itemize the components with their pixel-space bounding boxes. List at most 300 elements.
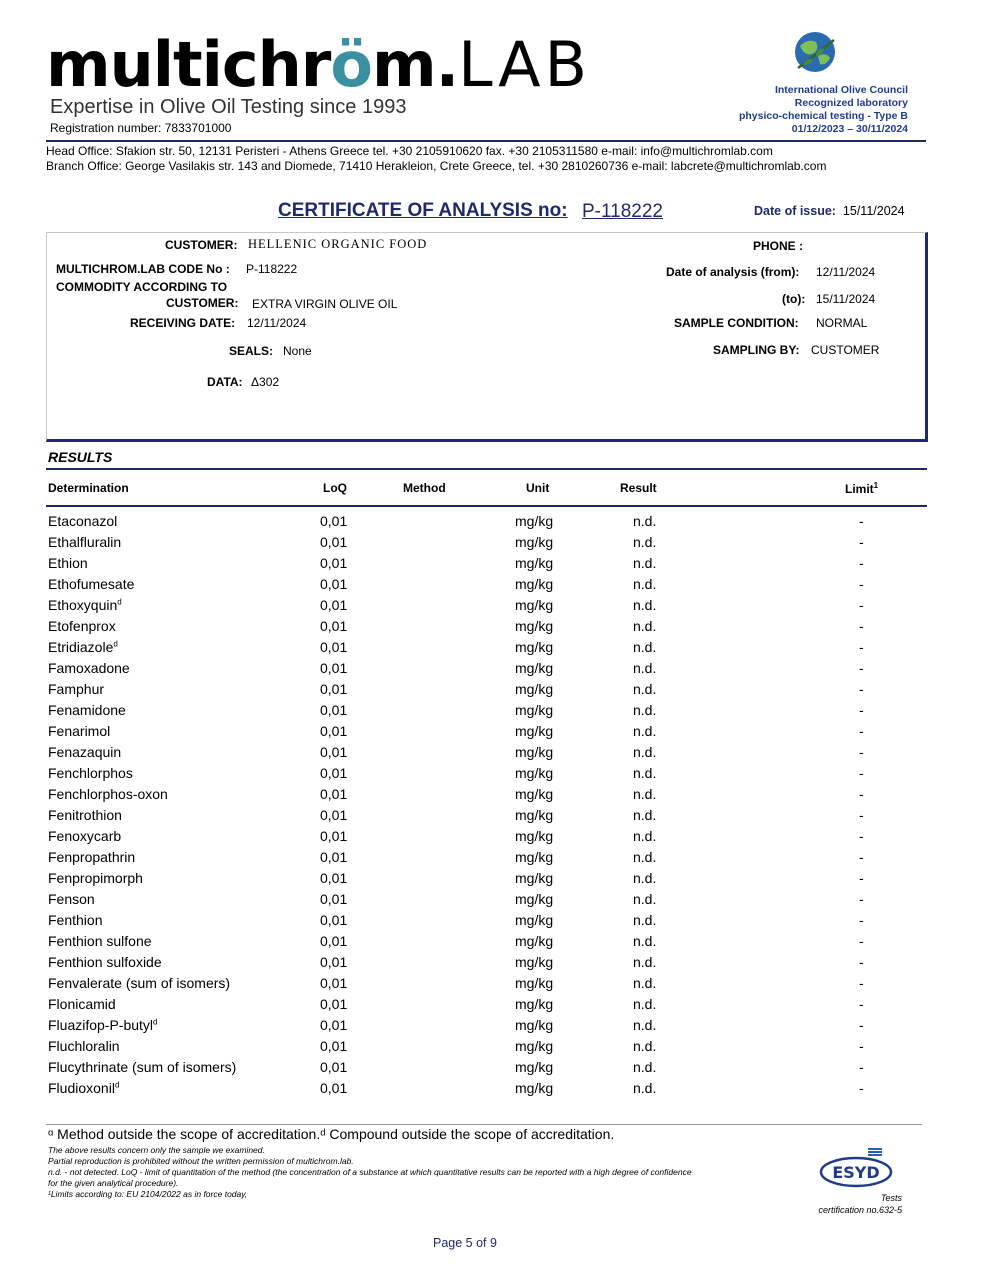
unit-cell xyxy=(515,1038,553,1054)
loq-cell xyxy=(320,849,347,865)
table-row xyxy=(0,975,989,996)
result-cell-text: n.d. xyxy=(633,996,657,1012)
loq-cell xyxy=(320,702,347,718)
table-row xyxy=(0,702,989,723)
loq-cell-text: 0,01 xyxy=(320,1059,348,1075)
issue-value: 15/11/2024 xyxy=(842,204,905,218)
limit-cell xyxy=(859,891,864,907)
unit-cell xyxy=(515,555,553,571)
determination-cell xyxy=(48,576,134,592)
loq-cell-text: 0,01 xyxy=(320,744,348,760)
commodity-label: COMMODITY ACCORDING TO xyxy=(56,280,228,294)
col-determination: Determination xyxy=(48,481,129,495)
table-row xyxy=(0,828,989,849)
code-value: P-118222 xyxy=(246,262,298,276)
certificate-title: CERTIFICATE OF ANALYSIS no: xyxy=(278,200,568,221)
loq-cell xyxy=(320,1017,347,1033)
result-cell xyxy=(633,534,656,550)
determination-cell xyxy=(48,597,122,613)
limit-cell xyxy=(859,723,864,739)
loq-cell xyxy=(320,639,347,655)
table-row xyxy=(0,807,989,828)
limit-cell xyxy=(859,1017,864,1033)
limit-cell xyxy=(859,975,864,991)
result-cell-text: n.d. xyxy=(633,1059,657,1075)
result-cell xyxy=(633,576,656,592)
unit-cell-text: mg/kg xyxy=(515,975,554,991)
loq-cell xyxy=(320,870,347,886)
analysis-to-value: 15/11/2024 xyxy=(816,292,876,306)
limit-cell xyxy=(859,828,864,844)
result-cell-text: n.d. xyxy=(633,975,657,991)
scope-marker: d xyxy=(117,597,122,607)
determination-cell xyxy=(48,513,117,529)
analysis-from-value: 12/11/2024 xyxy=(816,265,876,279)
loq-cell-text: 0,01 xyxy=(320,765,348,781)
result-cell-text: n.d. xyxy=(633,744,657,760)
loq-cell-text: 0,01 xyxy=(320,1080,348,1096)
determination-cell xyxy=(48,555,88,571)
unit-cell xyxy=(515,1017,553,1033)
footer-note: for the given analytical procedure). xyxy=(48,1178,179,1188)
esyd-accreditation-logo xyxy=(818,1148,894,1188)
unit-cell xyxy=(515,912,553,928)
unit-cell xyxy=(515,681,553,697)
loq-cell-text: 0,01 xyxy=(320,660,348,676)
loq-cell-text: 0,01 xyxy=(320,639,348,655)
data-value: Δ302 xyxy=(251,375,280,389)
loq-cell xyxy=(320,723,347,739)
data-label: DATA: xyxy=(207,375,243,389)
limit-cell-text: - xyxy=(859,534,864,550)
determination-cell-text: Fenthion sulfone xyxy=(48,933,152,949)
limit-cell-text: - xyxy=(859,513,864,529)
table-row xyxy=(0,639,989,660)
footer-note: Partial reproduction is prohibited without the written permission of multichrom.lab. xyxy=(48,1156,354,1166)
determination-cell xyxy=(48,1059,236,1075)
unit-cell xyxy=(515,576,553,592)
loq-cell xyxy=(320,555,347,571)
loq-cell-text: 0,01 xyxy=(320,954,348,970)
scope-marker: d xyxy=(113,639,118,649)
table-row xyxy=(0,744,989,765)
unit-cell xyxy=(515,702,553,718)
table-row xyxy=(0,765,989,786)
unit-cell xyxy=(515,618,553,634)
customer-value: HELLENIC ORGANIC FOOD xyxy=(248,237,428,251)
result-cell-text: n.d. xyxy=(633,870,657,886)
ioc-line: 01/12/2023 – 30/11/2024 xyxy=(791,123,908,135)
determination-cell-text: Fluchloralin xyxy=(48,1038,120,1054)
determination-cell-text: Flucythrinate (sum of isomers) xyxy=(48,1059,237,1075)
limit-cell-text: - xyxy=(859,996,864,1012)
customer-label: CUSTOMER: xyxy=(165,238,238,252)
result-cell xyxy=(633,870,656,886)
result-cell xyxy=(633,912,656,928)
table-row xyxy=(0,1017,989,1038)
commodity-customer-label: CUSTOMER: xyxy=(166,296,239,310)
unit-cell xyxy=(515,744,553,760)
sample-condition-value: NORMAL xyxy=(816,316,868,330)
determination-cell xyxy=(48,702,126,718)
unit-cell-text: mg/kg xyxy=(515,807,554,823)
head-office: Head Office: Sfakion str. 50, 12131 Peristeri - Athens Greece tel. +30 2105910620 fax. +30 2105311580 e-mail: info@multichromlab.com xyxy=(46,144,773,158)
determination-cell xyxy=(48,1080,119,1096)
result-cell xyxy=(633,849,656,865)
unit-cell xyxy=(515,597,553,613)
unit-cell xyxy=(515,870,553,886)
col-unit: Unit xyxy=(526,481,550,495)
loq-cell xyxy=(320,534,347,550)
code-label: MULTICHROM.LAB CODE No : xyxy=(56,262,230,276)
table-row xyxy=(0,534,989,555)
determination-cell xyxy=(48,975,230,991)
loq-cell-text: 0,01 xyxy=(320,912,348,928)
determination-cell-text: Famphur xyxy=(48,681,105,697)
unit-cell-text: mg/kg xyxy=(515,618,554,634)
determination-cell-text: Fenson xyxy=(48,891,95,907)
logo-text-end: m. xyxy=(371,28,459,101)
unit-cell-text: mg/kg xyxy=(515,513,554,529)
determination-cell-text: Fluazifop-P-butyl xyxy=(48,1017,154,1033)
certificate-number: P-118222 xyxy=(582,201,663,222)
table-row xyxy=(0,891,989,912)
limit-cell xyxy=(859,933,864,949)
determination-cell-text: Fenoxycarb xyxy=(48,828,122,844)
determination-cell xyxy=(48,849,135,865)
loq-cell-text: 0,01 xyxy=(320,1017,348,1033)
limit-cell xyxy=(859,1059,864,1075)
unit-cell xyxy=(515,660,553,676)
analysis-from-label: Date of analysis (from): xyxy=(666,265,800,279)
unit-cell xyxy=(515,534,553,550)
loq-cell-text: 0,01 xyxy=(320,891,348,907)
determination-cell-text: Etridiazole xyxy=(48,639,114,655)
limit-cell-text: - xyxy=(859,1059,864,1075)
loq-cell-text: 0,01 xyxy=(320,1038,348,1054)
loq-cell xyxy=(320,975,347,991)
result-cell-text: n.d. xyxy=(633,618,657,634)
ioc-recognition xyxy=(700,84,908,136)
result-cell-text: n.d. xyxy=(633,828,657,844)
table-row xyxy=(0,660,989,681)
ioc-line: Recognized laboratory xyxy=(794,97,908,109)
loq-cell-text: 0,01 xyxy=(320,555,348,571)
footer-note: The above results concern only the sample we examined. xyxy=(48,1145,265,1155)
ioc-globe-icon xyxy=(790,28,840,80)
loq-cell-text: 0,01 xyxy=(320,933,348,949)
determination-cell xyxy=(48,534,121,550)
determination-cell xyxy=(48,723,110,739)
col-method: Method xyxy=(403,481,446,495)
limit-cell xyxy=(859,912,864,928)
determination-cell-text: Famoxadone xyxy=(48,660,130,676)
col-limit-sup: 1 xyxy=(873,481,879,490)
unit-cell xyxy=(515,513,553,529)
limit-cell-text: - xyxy=(859,1080,864,1096)
logo-text: multichr xyxy=(46,28,331,101)
table-row xyxy=(0,681,989,702)
loq-cell xyxy=(320,807,347,823)
determination-cell-text: Fenazaquin xyxy=(48,744,122,760)
col-loq: LoQ xyxy=(323,481,347,495)
limit-cell-text: - xyxy=(859,765,864,781)
determination-cell-text: Ethofumesate xyxy=(48,576,135,592)
footer-note: ¹Limits according to: EU 2104/2022 as in force today, xyxy=(48,1189,248,1199)
determination-cell xyxy=(48,1017,158,1033)
determination-cell-text: Fenamidone xyxy=(48,702,126,718)
tests-certification xyxy=(780,1192,902,1216)
result-cell-text: n.d. xyxy=(633,1080,657,1096)
loq-cell xyxy=(320,954,347,970)
limit-cell-text: - xyxy=(859,786,864,802)
result-cell-text: n.d. xyxy=(633,681,657,697)
unit-cell-text: mg/kg xyxy=(515,849,554,865)
loq-cell-text: 0,01 xyxy=(320,723,348,739)
unit-cell-text: mg/kg xyxy=(515,765,554,781)
determination-cell xyxy=(48,996,116,1012)
limit-cell xyxy=(859,576,864,592)
determination-cell-text: Ethoxyquin xyxy=(48,597,118,613)
loq-cell xyxy=(320,891,347,907)
unit-cell-text: mg/kg xyxy=(515,555,554,571)
limit-cell-text: - xyxy=(859,744,864,760)
loq-cell-text: 0,01 xyxy=(320,807,348,823)
unit-cell xyxy=(515,996,553,1012)
unit-cell-text: mg/kg xyxy=(515,1059,554,1075)
unit-cell-text: mg/kg xyxy=(515,744,554,760)
loq-cell xyxy=(320,1080,347,1096)
loq-cell-text: 0,01 xyxy=(320,828,348,844)
phone-label: PHONE : xyxy=(753,239,804,253)
table-row xyxy=(0,555,989,576)
result-cell xyxy=(633,513,656,529)
determination-cell-text: Fenpropimorph xyxy=(48,870,143,886)
certification-number: certification no.632-5 xyxy=(818,1205,902,1215)
unit-cell-text: mg/kg xyxy=(515,870,554,886)
determination-cell-text: Ethion xyxy=(48,555,88,571)
limit-cell-text: - xyxy=(859,681,864,697)
table-row xyxy=(0,954,989,975)
result-cell xyxy=(633,618,656,634)
result-cell xyxy=(633,1059,656,1075)
determination-cell-text: Fenthion xyxy=(48,912,103,928)
loq-cell-text: 0,01 xyxy=(320,786,348,802)
col-limit xyxy=(845,481,878,496)
result-cell xyxy=(633,933,656,949)
determination-cell xyxy=(48,954,162,970)
limit-cell-text: - xyxy=(859,702,864,718)
tests-label: Tests xyxy=(880,1193,902,1203)
limit-cell-text: - xyxy=(859,870,864,886)
limit-cell xyxy=(859,681,864,697)
determination-cell-text: Fenitrothion xyxy=(48,807,122,823)
determination-cell xyxy=(48,933,152,949)
result-cell-text: n.d. xyxy=(633,702,657,718)
unit-cell-text: mg/kg xyxy=(515,786,554,802)
unit-cell-text: mg/kg xyxy=(515,1080,554,1096)
table-row xyxy=(0,723,989,744)
logo-lab: LAB xyxy=(458,28,592,101)
result-cell xyxy=(633,1017,656,1033)
limit-cell-text: - xyxy=(859,912,864,928)
limit-cell-text: - xyxy=(859,660,864,676)
determination-cell-text: Flonicamid xyxy=(48,996,116,1012)
result-cell-text: n.d. xyxy=(633,954,657,970)
unit-cell xyxy=(515,891,553,907)
loq-cell-text: 0,01 xyxy=(320,975,348,991)
determination-cell xyxy=(48,618,116,634)
limit-cell xyxy=(859,849,864,865)
limit-cell-text: - xyxy=(859,1038,864,1054)
loq-cell xyxy=(320,576,347,592)
unit-cell xyxy=(515,828,553,844)
unit-cell-text: mg/kg xyxy=(515,828,554,844)
determination-cell-text: Fenthion sulfoxide xyxy=(48,954,162,970)
logo-flask-o: ö xyxy=(330,28,372,101)
result-cell-text: n.d. xyxy=(633,849,657,865)
lab-logo xyxy=(46,30,591,100)
scope-marker: d xyxy=(114,1080,120,1090)
table-row xyxy=(0,618,989,639)
unit-cell-text: mg/kg xyxy=(515,681,554,697)
result-cell-text: n.d. xyxy=(633,555,657,571)
esyd-logo-text: ESYD xyxy=(832,1163,880,1182)
limit-cell-text: - xyxy=(859,1017,864,1033)
result-cell xyxy=(633,765,656,781)
result-cell-text: n.d. xyxy=(633,891,657,907)
result-cell xyxy=(633,1038,656,1054)
limit-cell xyxy=(859,765,864,781)
result-cell-text: n.d. xyxy=(633,1038,657,1054)
accreditation-note: ᵅ Method outside the scope of accreditation.ᵈ Compound outside the scope of accreditation. xyxy=(48,1126,615,1142)
determination-cell-text: Fenchlorphos-oxon xyxy=(48,786,168,802)
table-row xyxy=(0,513,989,534)
result-cell-text: n.d. xyxy=(633,765,657,781)
determination-cell xyxy=(48,765,133,781)
unit-cell-text: mg/kg xyxy=(515,597,554,613)
results-header-rule xyxy=(46,505,927,507)
determination-cell-text: Fludioxonil xyxy=(48,1080,115,1096)
result-cell-text: n.d. xyxy=(633,660,657,676)
results-heading: RESULTS xyxy=(48,449,113,465)
loq-cell xyxy=(320,1038,347,1054)
ioc-line: International Olive Council xyxy=(774,84,908,96)
issue-label: Date of issue: xyxy=(754,204,836,218)
unit-cell-text: mg/kg xyxy=(515,660,554,676)
limit-cell xyxy=(859,996,864,1012)
table-row xyxy=(0,849,989,870)
scope-marker: d xyxy=(153,1017,158,1027)
loq-cell xyxy=(320,765,347,781)
loq-cell-text: 0,01 xyxy=(320,618,348,634)
result-cell xyxy=(633,702,656,718)
limit-cell xyxy=(859,1080,864,1096)
table-row xyxy=(0,1059,989,1080)
result-cell xyxy=(633,555,656,571)
limit-cell xyxy=(859,807,864,823)
unit-cell xyxy=(515,975,553,991)
determination-cell-text: Etaconazol xyxy=(48,513,118,529)
receiving-value: 12/11/2024 xyxy=(247,316,307,330)
registration-number: Registration number: 7833701000 xyxy=(50,121,232,135)
unit-cell-text: mg/kg xyxy=(515,954,554,970)
page-number: Page 5 of 9 xyxy=(433,1236,497,1250)
limit-cell xyxy=(859,1038,864,1054)
result-cell xyxy=(633,891,656,907)
unit-cell xyxy=(515,849,553,865)
limit-cell-text: - xyxy=(859,954,864,970)
limit-cell-text: - xyxy=(859,975,864,991)
loq-cell xyxy=(320,744,347,760)
limit-cell xyxy=(859,954,864,970)
result-cell xyxy=(633,807,656,823)
loq-cell xyxy=(320,513,347,529)
limit-cell xyxy=(859,597,864,613)
loq-cell xyxy=(320,996,347,1012)
result-cell-text: n.d. xyxy=(633,1017,657,1033)
determination-cell xyxy=(48,660,130,676)
unit-cell xyxy=(515,933,553,949)
determination-cell xyxy=(48,786,168,802)
unit-cell-text: mg/kg xyxy=(515,933,554,949)
limit-cell xyxy=(859,513,864,529)
result-cell xyxy=(633,681,656,697)
table-row xyxy=(0,786,989,807)
result-cell xyxy=(633,1080,656,1096)
unit-cell xyxy=(515,786,553,802)
result-cell-text: n.d. xyxy=(633,912,657,928)
unit-cell-text: mg/kg xyxy=(515,1038,554,1054)
table-row xyxy=(0,933,989,954)
col-result: Result xyxy=(620,481,657,495)
result-cell xyxy=(633,660,656,676)
limit-cell-text: - xyxy=(859,555,864,571)
branch-office: Branch Office: George Vasilakis str. 143 and Diomede, 71410 Herakleion, Crete Greece, tel. +30 2810260736 e-mail: labcrete@multichromlab.com xyxy=(46,159,827,173)
determination-cell xyxy=(48,807,122,823)
table-row xyxy=(0,1038,989,1059)
unit-cell-text: mg/kg xyxy=(515,702,554,718)
limit-cell xyxy=(859,786,864,802)
determination-cell xyxy=(48,870,143,886)
receiving-label: RECEIVING DATE: xyxy=(130,316,236,330)
limit-cell-text: - xyxy=(859,618,864,634)
result-cell-text: n.d. xyxy=(633,786,657,802)
unit-cell-text: mg/kg xyxy=(515,912,554,928)
limit-cell-text: - xyxy=(859,597,864,613)
unit-cell-text: mg/kg xyxy=(515,891,554,907)
loq-cell xyxy=(320,681,347,697)
footer-divider xyxy=(46,1124,922,1125)
loq-cell-text: 0,01 xyxy=(320,849,348,865)
result-cell-text: n.d. xyxy=(633,513,657,529)
loq-cell-text: 0,01 xyxy=(320,597,348,613)
limit-cell xyxy=(859,618,864,634)
sample-condition-label: SAMPLE CONDITION: xyxy=(674,316,799,330)
limit-cell xyxy=(859,639,864,655)
table-row xyxy=(0,597,989,618)
unit-cell xyxy=(515,765,553,781)
result-cell-text: n.d. xyxy=(633,534,657,550)
limit-cell xyxy=(859,660,864,676)
unit-cell xyxy=(515,1080,553,1096)
table-row xyxy=(0,1080,989,1101)
result-cell-text: n.d. xyxy=(633,597,657,613)
result-cell xyxy=(633,954,656,970)
result-cell xyxy=(633,723,656,739)
loq-cell-text: 0,01 xyxy=(320,996,348,1012)
table-row xyxy=(0,870,989,891)
